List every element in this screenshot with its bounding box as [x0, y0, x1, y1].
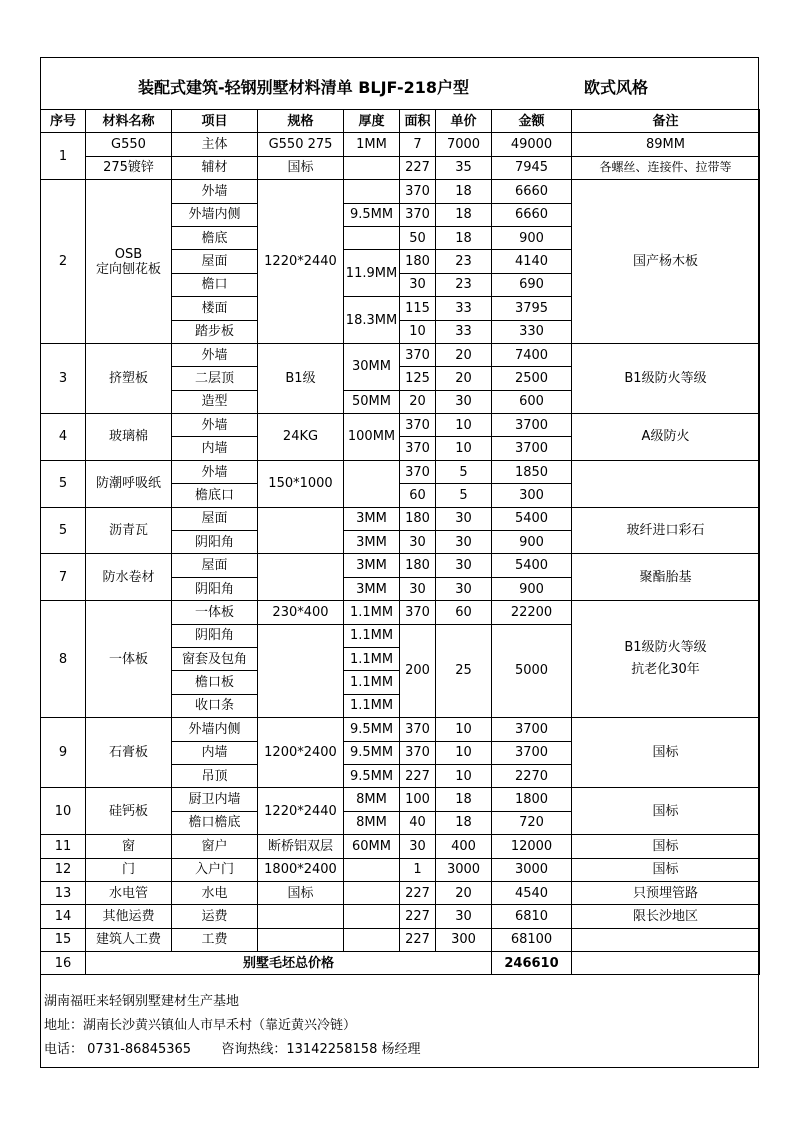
amount-cell: 900 [492, 531, 572, 554]
thickness-cell: 8MM [344, 811, 400, 834]
area-cell: 115 [400, 297, 436, 320]
thickness-cell: 60MM [344, 835, 400, 858]
item-cell: 一体板 [172, 601, 258, 624]
material-name: 玻璃棉 [86, 414, 172, 461]
table-row [41, 601, 760, 624]
thickness-cell: 50MM [344, 390, 400, 413]
thickness-cell: 3MM [344, 531, 400, 554]
area-cell: 100 [400, 788, 436, 811]
amount-cell: 3000 [492, 858, 572, 881]
area-cell: 60 [400, 484, 436, 507]
amount-cell: 1850 [492, 460, 572, 483]
spec-cell: 断桥铝双层 [258, 835, 344, 858]
item-cell: 厨卫内墙 [172, 788, 258, 811]
price-cell: 30 [436, 531, 492, 554]
item-cell: 工费 [172, 928, 258, 951]
amount-cell: 300 [492, 484, 572, 507]
price-cell: 23 [436, 273, 492, 296]
note-cell [572, 928, 760, 951]
row-number: 5 [41, 507, 86, 554]
price-cell: 20 [436, 367, 492, 390]
item-cell: 外墙 [172, 414, 258, 437]
price-cell: 3000 [436, 858, 492, 881]
table-row [41, 554, 760, 577]
thickness-cell [344, 226, 400, 249]
material-name: 275镀锌 [86, 156, 172, 179]
spec-cell: 24KG [258, 414, 344, 461]
thickness-cell [344, 460, 400, 507]
price-cell: 30 [436, 390, 492, 413]
table-row [41, 460, 760, 483]
spec-cell: 230*400 [258, 601, 344, 624]
item-cell: 内墙 [172, 437, 258, 460]
thickness-cell: 100MM [344, 414, 400, 461]
table-row [41, 835, 760, 858]
area-cell: 227 [400, 764, 436, 787]
area-cell: 227 [400, 881, 436, 904]
note-cell: B1级防火等级 抗老化30年 [572, 601, 760, 718]
row-number: 11 [41, 835, 86, 858]
table-row [41, 858, 760, 881]
price-cell: 25 [436, 624, 492, 718]
amount-cell: 900 [492, 577, 572, 600]
material-name: 水电管 [86, 881, 172, 904]
row-number: 8 [41, 601, 86, 718]
amount-cell: 6660 [492, 203, 572, 226]
note-cell: 玻纤进口彩石 [572, 507, 760, 554]
header-cell: 单价 [436, 110, 492, 133]
amount-cell: 720 [492, 811, 572, 834]
item-cell: 收口条 [172, 694, 258, 717]
spec-cell: B1级 [258, 343, 344, 413]
item-cell: 水电 [172, 881, 258, 904]
note-cell: 国标 [572, 788, 760, 835]
amount-cell: 5400 [492, 554, 572, 577]
price-cell: 10 [436, 764, 492, 787]
material-name: G550 [86, 133, 172, 156]
amount-cell: 6660 [492, 180, 572, 203]
item-cell: 阴阳角 [172, 577, 258, 600]
thickness-cell [344, 881, 400, 904]
table-row [41, 343, 760, 366]
note-cell: 只预埋管路 [572, 881, 760, 904]
amount-cell: 68100 [492, 928, 572, 951]
note-cell [572, 460, 760, 507]
thickness-cell [344, 858, 400, 881]
thickness-cell: 1.1MM [344, 694, 400, 717]
spec-cell [258, 507, 344, 554]
amount-cell: 4140 [492, 250, 572, 273]
area-cell: 370 [400, 460, 436, 483]
thickness-cell: 9.5MM [344, 203, 400, 226]
price-cell: 30 [436, 554, 492, 577]
spec-cell: 国标 [258, 156, 344, 179]
table-row [41, 180, 760, 203]
item-cell: 窗套及包角 [172, 647, 258, 670]
amount-cell: 600 [492, 390, 572, 413]
note-cell: 限长沙地区 [572, 905, 760, 928]
row-number: 12 [41, 858, 86, 881]
price-cell: 20 [436, 343, 492, 366]
table-row [41, 156, 760, 179]
price-cell: 33 [436, 297, 492, 320]
price-cell: 10 [436, 437, 492, 460]
header-cell: 序号 [41, 110, 86, 133]
material-name: 窗 [86, 835, 172, 858]
spec-cell [258, 905, 344, 928]
amount-cell: 7400 [492, 343, 572, 366]
thickness-cell: 11.9MM [344, 250, 400, 297]
note-cell [572, 952, 760, 975]
area-cell: 370 [400, 203, 436, 226]
item-cell: 主体 [172, 133, 258, 156]
row-number: 14 [41, 905, 86, 928]
thickness-cell [344, 156, 400, 179]
spec-cell [258, 554, 344, 601]
spec-cell: 1220*2440 [258, 788, 344, 835]
area-cell: 180 [400, 507, 436, 530]
area-cell: 227 [400, 928, 436, 951]
thickness-cell: 1.1MM [344, 601, 400, 624]
item-cell: 楼面 [172, 297, 258, 320]
spec-cell: 150*1000 [258, 460, 344, 507]
header-cell: 厚度 [344, 110, 400, 133]
material-name: 挤塑板 [86, 343, 172, 413]
amount-cell: 3700 [492, 437, 572, 460]
item-cell: 檐底 [172, 226, 258, 249]
company-name: 湖南福旺来轻钢别墅建材生产基地 [44, 994, 240, 1009]
area-cell: 370 [400, 741, 436, 764]
price-cell: 30 [436, 507, 492, 530]
amount-cell: 3700 [492, 741, 572, 764]
thickness-cell: 1.1MM [344, 624, 400, 647]
table-row [41, 718, 760, 741]
thickness-cell: 1.1MM [344, 671, 400, 694]
area-cell: 370 [400, 343, 436, 366]
amount-cell: 900 [492, 226, 572, 249]
price-cell: 400 [436, 835, 492, 858]
amount-cell: 12000 [492, 835, 572, 858]
item-cell: 屋面 [172, 507, 258, 530]
material-name: 石膏板 [86, 718, 172, 788]
item-cell: 外墙内侧 [172, 203, 258, 226]
amount-cell: 5000 [492, 624, 572, 718]
address: 地址：湖南长沙黄兴镇仙人市早禾村（靠近黄兴冷链） [44, 1018, 357, 1033]
material-name: 建筑人工费 [86, 928, 172, 951]
item-cell: 二层顶 [172, 367, 258, 390]
material-name: 门 [86, 858, 172, 881]
amount-cell: 690 [492, 273, 572, 296]
area-cell: 180 [400, 554, 436, 577]
thickness-cell: 3MM [344, 554, 400, 577]
area-cell: 370 [400, 601, 436, 624]
amount-cell: 49000 [492, 133, 572, 156]
area-cell: 30 [400, 531, 436, 554]
price-cell: 23 [436, 250, 492, 273]
row-number: 4 [41, 414, 86, 461]
table-row [41, 414, 760, 437]
title-style: 欧式风格 [584, 78, 649, 97]
price-cell: 300 [436, 928, 492, 951]
spec-cell: 1800*2400 [258, 858, 344, 881]
total-label: 别墅毛坯总价格 [86, 952, 492, 975]
amount-cell: 3795 [492, 297, 572, 320]
title-main: 装配式建筑-轻钢别墅材料清单 BLJF-218户型 [138, 78, 470, 97]
row-number: 2 [41, 180, 86, 344]
thickness-cell [344, 905, 400, 928]
header-cell: 金额 [492, 110, 572, 133]
price-cell: 5 [436, 484, 492, 507]
area-cell: 370 [400, 437, 436, 460]
price-cell: 5 [436, 460, 492, 483]
amount-cell: 330 [492, 320, 572, 343]
area-cell: 30 [400, 577, 436, 600]
thickness-cell: 9.5MM [344, 718, 400, 741]
table-row [41, 788, 760, 811]
note-cell: 国标 [572, 835, 760, 858]
item-cell: 檐底口 [172, 484, 258, 507]
note-cell: 聚酯胎基 [572, 554, 760, 601]
material-name: 沥青瓦 [86, 507, 172, 554]
price-cell: 60 [436, 601, 492, 624]
price-cell: 30 [436, 577, 492, 600]
area-cell: 30 [400, 273, 436, 296]
amount-cell: 2270 [492, 764, 572, 787]
area-cell: 370 [400, 180, 436, 203]
table-row [41, 881, 760, 904]
item-cell: 窗户 [172, 835, 258, 858]
material-name: 硅钙板 [86, 788, 172, 835]
price-cell: 10 [436, 741, 492, 764]
total-amount: 246610 [492, 952, 572, 975]
note-cell: A级防火 [572, 414, 760, 461]
note-cell: 各螺丝、连接件、拉带等 [572, 156, 760, 179]
spec-cell: G550 275 [258, 133, 344, 156]
price-cell: 30 [436, 905, 492, 928]
thickness-cell [344, 180, 400, 203]
area-cell: 125 [400, 367, 436, 390]
item-cell: 外墙 [172, 460, 258, 483]
item-cell: 踏步板 [172, 320, 258, 343]
spec-cell [258, 624, 344, 718]
amount-cell: 4540 [492, 881, 572, 904]
table-row [41, 928, 760, 951]
amount-cell: 5400 [492, 507, 572, 530]
area-cell: 180 [400, 250, 436, 273]
footer-contact [44, 990, 420, 1062]
area-cell: 30 [400, 835, 436, 858]
item-cell: 阴阳角 [172, 531, 258, 554]
area-cell: 227 [400, 905, 436, 928]
header-row [41, 110, 760, 133]
area-cell: 227 [400, 156, 436, 179]
amount-cell: 7945 [492, 156, 572, 179]
item-cell: 外墙内侧 [172, 718, 258, 741]
thickness-cell [344, 928, 400, 951]
materials-table [40, 109, 760, 975]
table-row [41, 905, 760, 928]
thickness-cell: 30MM [344, 343, 400, 390]
item-cell: 檐口 [172, 273, 258, 296]
item-cell: 外墙 [172, 180, 258, 203]
amount-cell: 6810 [492, 905, 572, 928]
thickness-cell: 18.3MM [344, 297, 400, 344]
item-cell: 入户门 [172, 858, 258, 881]
row-number: 5 [41, 460, 86, 507]
area-cell: 50 [400, 226, 436, 249]
price-cell: 18 [436, 203, 492, 226]
spec-cell [258, 928, 344, 951]
row-number: 9 [41, 718, 86, 788]
area-cell: 200 [400, 624, 436, 718]
material-name: 一体板 [86, 601, 172, 718]
amount-cell: 2500 [492, 367, 572, 390]
note-cell: 国产杨木板 [572, 180, 760, 344]
row-number: 3 [41, 343, 86, 413]
thickness-cell: 1MM [344, 133, 400, 156]
amount-cell: 3700 [492, 414, 572, 437]
area-cell: 7 [400, 133, 436, 156]
item-cell: 运费 [172, 905, 258, 928]
price-cell: 18 [436, 811, 492, 834]
area-cell: 370 [400, 414, 436, 437]
item-cell: 吊顶 [172, 764, 258, 787]
thickness-cell: 3MM [344, 577, 400, 600]
spec-cell: 1220*2440 [258, 180, 344, 344]
material-name: 防潮呼吸纸 [86, 460, 172, 507]
item-cell: 屋面 [172, 250, 258, 273]
price-cell: 20 [436, 881, 492, 904]
thickness-cell: 9.5MM [344, 764, 400, 787]
hotline: 咨询热线：13142258158 杨经理 [221, 1042, 421, 1057]
contact-line [44, 1038, 420, 1062]
thickness-cell: 8MM [344, 788, 400, 811]
phone: 电话： 0731-86845365 [44, 1042, 192, 1057]
price-cell: 18 [436, 226, 492, 249]
price-cell: 18 [436, 180, 492, 203]
price-cell: 7000 [436, 133, 492, 156]
table-row [41, 507, 760, 530]
row-number: 7 [41, 554, 86, 601]
item-cell: 檐口檐底 [172, 811, 258, 834]
material-name: 防水卷材 [86, 554, 172, 601]
area-cell: 10 [400, 320, 436, 343]
row-number: 15 [41, 928, 86, 951]
price-cell: 35 [436, 156, 492, 179]
price-cell: 10 [436, 414, 492, 437]
total-row [41, 952, 760, 975]
material-name: OSB 定向刨花板 [86, 180, 172, 344]
amount-cell: 1800 [492, 788, 572, 811]
header-cell: 备注 [572, 110, 760, 133]
amount-cell: 22200 [492, 601, 572, 624]
row-number: 1 [41, 133, 86, 180]
spec-cell: 国标 [258, 881, 344, 904]
item-cell: 外墙 [172, 343, 258, 366]
area-cell: 370 [400, 718, 436, 741]
header-cell: 材料名称 [86, 110, 172, 133]
row-number: 16 [41, 952, 86, 975]
note-cell: 国标 [572, 858, 760, 881]
amount-cell: 3700 [492, 718, 572, 741]
price-cell: 10 [436, 718, 492, 741]
document-title [40, 57, 759, 109]
area-cell: 40 [400, 811, 436, 834]
thickness-cell: 1.1MM [344, 647, 400, 670]
item-cell: 阴阳角 [172, 624, 258, 647]
material-name: 其他运费 [86, 905, 172, 928]
spec-cell: 1200*2400 [258, 718, 344, 788]
header-cell: 项目 [172, 110, 258, 133]
note-cell: 国标 [572, 718, 760, 788]
item-cell: 造型 [172, 390, 258, 413]
item-cell: 内墙 [172, 741, 258, 764]
area-cell: 20 [400, 390, 436, 413]
row-number: 13 [41, 881, 86, 904]
header-cell: 规格 [258, 110, 344, 133]
row-number: 10 [41, 788, 86, 835]
note-cell: 89MM [572, 133, 760, 156]
price-cell: 33 [436, 320, 492, 343]
thickness-cell: 3MM [344, 507, 400, 530]
table-row [41, 133, 760, 156]
area-cell: 1 [400, 858, 436, 881]
thickness-cell: 9.5MM [344, 741, 400, 764]
item-cell: 屋面 [172, 554, 258, 577]
header-cell: 面积 [400, 110, 436, 133]
price-cell: 18 [436, 788, 492, 811]
item-cell: 辅材 [172, 156, 258, 179]
item-cell: 檐口板 [172, 671, 258, 694]
note-cell: B1级防火等级 [572, 343, 760, 413]
